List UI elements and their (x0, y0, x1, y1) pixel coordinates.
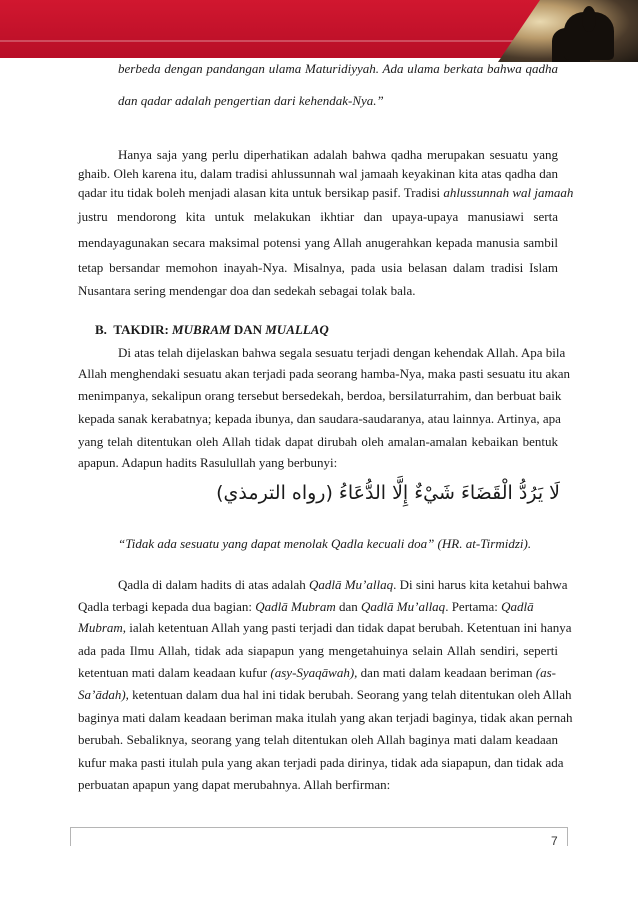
para1-line-6: tetap bersandar memohon inayah-Nya. Misalnya, pada usia belasan dalam tradisi Islam (78, 260, 558, 275)
para3-line-1: Qadla di dalam hadits di atas adalah Qadlā Mu’allaq. Di sini harus kita ketahui bahwa (118, 577, 568, 592)
para3-line-3: Mubram, ialah ketentuan Allah yang pasti terjadi dan tidak dapat berubah. Ketentuan ini hanya (78, 620, 572, 635)
hadith-translation: “Tidak ada sesuatu yang dapat menolak Qadla kecuali doa” (HR. at-Tirmidzi). (118, 536, 532, 551)
quote-line-2: dan qadar adalah pengertian dari kehendak-Nya.” (118, 93, 384, 108)
para3-line-7: baginya mati dalam keadaan beriman maka itulah yang akan terjadi baginya, tidak akan pernah (78, 710, 573, 725)
para1-line-4: justru mendorong kita untuk melakukan ikhtiar dan upaya-upaya manusiawi serta (78, 209, 558, 224)
para1-line-3: qadar itu tidak boleh menjadi alasan kita untuk bersikap pasif. Tradisi ahlussunnah wal jamaah (78, 185, 574, 200)
page-number: 7 (551, 834, 558, 848)
para3-line-2: Qadla terbagi kepada dua bagian: Qadlā Mubram dan Qadlā Mu’allaq. Pertama: Qadlā (78, 599, 534, 614)
hadith-arabic: لَا يَرُدُّ الْقَضَاءَ شَيْءٌ إِلَّا الدُّعَاءُ (رواه الترمذي) (216, 482, 560, 504)
para3-line-10: perbuatan apapun yang dapat merubahnya. Allah berfirman: (78, 777, 391, 792)
para1-line-2: ghaib. Oleh karena itu, dalam tradisi ahlussunnah wal jamaah keyakinan kita atas qadha dan (78, 166, 558, 181)
footer-left-tick (70, 828, 71, 846)
para2-line-2: Allah menghendaki sesuatu akan terjadi pada seorang hamba-Nya, maka pasti sesuatu itu akan (78, 366, 571, 381)
para2-line-5: yang telah ditentukan oleh Allah tidak dapat dirubah oleh amalan-amalan kebaikan bentuk (78, 434, 558, 449)
para2-line-1: Di atas telah dijelaskan bahwa segala sesuatu terjadi dengan kehendak Allah. Apa bila (118, 345, 566, 360)
para1-line-5: mendayagunakan secara maksimal potensi yang Allah anugerahkan kepada manusia sambil (78, 235, 558, 250)
para1-line-7: Nusantara sering mendengar doa dan sedekah sebagai tolak bala. (78, 283, 416, 298)
para2-line-4: kepada sanak kerabatnya; kepada ibunya, dan saudara-saudaranya, atau lainnya. Artinya, apa (78, 411, 561, 426)
para3-line-9: kufur maka pasti itulah pula yang akan terjadi pada dirinya, tidak ada siapapun, dan tidak ada (78, 755, 564, 770)
praying-hands-silhouette (564, 12, 614, 60)
quote-line-1: berbeda dengan pandangan ulama Maturidiyyah. Ada ulama berkata bahwa qadha (118, 61, 558, 76)
footer-right-tick (567, 828, 568, 846)
para3-line-5: ketentuan mati dalam keadaan kufur (asy-Syaqāwah), dan mati dalam keadaan beriman (as- (78, 665, 556, 680)
footer-rule (70, 827, 568, 828)
para3-line-6: Sa’ādah), ketentuan dalam dua hal ini tidak berubah. Seorang yang telah ditentukan oleh Allah (78, 687, 572, 702)
section-heading: B. TAKDIR: MUBRAM DAN MUALLAQ (95, 322, 329, 337)
para2-line-3: menimpanya, sekalipun orang tersebut bersedekah, berdoa, bersilaturrahim, dan berbuat baik (78, 388, 562, 403)
para2-line-6: apapun. Adapun hadits Rasulullah yang berbunyi: (78, 455, 338, 470)
para3-line-8: berubah. Sebaliknya, seorang yang telah ditentukan oleh Allah baginya mati dalam keadaan (78, 732, 558, 747)
para3-line-4: ada pada Ilmu Allah, tidak ada siapapun yang mengetahuinya selain Allah sendiri, seperti (78, 643, 558, 658)
para1-line-1: Hanya saja yang perlu diperhatikan adalah bahwa qadha merupakan sesuatu yang (118, 147, 558, 162)
